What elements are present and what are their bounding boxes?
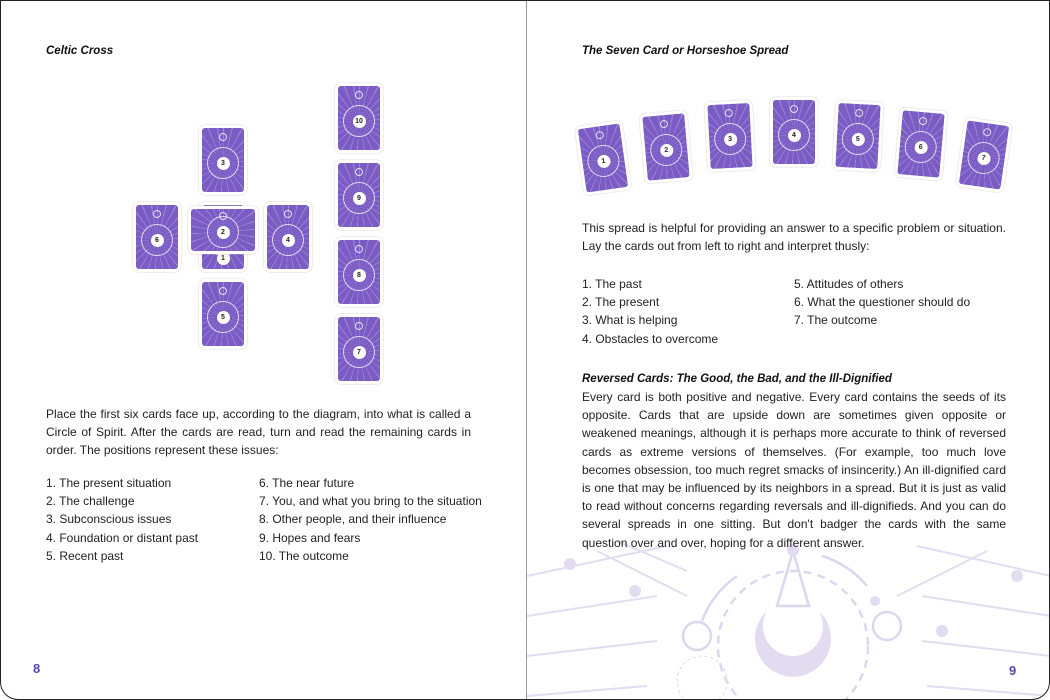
- card-back: [959, 120, 1009, 189]
- card-number: 7: [976, 151, 991, 166]
- subheading-reversed-cards: Reversed Cards: The Good, the Bad, and the Ill-Dignified: [582, 373, 892, 385]
- list-item: 2. The present: [582, 295, 660, 310]
- list-item: 1. The past: [582, 277, 642, 291]
- tarot-card: [188, 206, 258, 254]
- moon-icon: [725, 109, 733, 117]
- celtic-list-col1: [46, 474, 198, 565]
- card-number: 3: [723, 132, 737, 146]
- moon-icon: [355, 322, 363, 330]
- card-back: [338, 240, 380, 304]
- moon-icon: [855, 109, 863, 117]
- card-back: [642, 113, 689, 180]
- moon-icon: [355, 91, 363, 99]
- moon-icon: [660, 120, 669, 129]
- horseshoe-list-col2: [794, 275, 970, 330]
- tarot-card: [704, 100, 756, 172]
- heading-celtic-cross: Celtic Cross: [46, 45, 114, 57]
- card-back: [338, 317, 380, 381]
- tarot-card: [955, 117, 1012, 193]
- tarot-card: [335, 83, 383, 153]
- card-number: 7: [353, 346, 366, 359]
- card-number: 2: [217, 226, 230, 239]
- list-item: 1. The present situation: [46, 476, 172, 490]
- moon-icon: [284, 210, 292, 218]
- list-item: 5. Recent past: [46, 548, 124, 563]
- list-item: 10. The outcome: [259, 548, 349, 563]
- card-back: [707, 103, 752, 169]
- tarot-card: [335, 237, 383, 307]
- card-number: 10: [353, 115, 366, 128]
- moon-icon: [983, 128, 992, 137]
- moon-icon: [219, 133, 227, 141]
- card-back: [191, 209, 255, 251]
- tarot-card: [335, 160, 383, 230]
- moon-icon: [595, 131, 604, 140]
- card-number: 1: [217, 252, 230, 265]
- celtic-paragraph: Place the first six cards face up, according to the diagram, into what is called a Circle of Spirit. After the cards are read, turn and read the remaining cards in order. The positions represent these issues:: [46, 407, 471, 458]
- tarot-card: [335, 314, 383, 384]
- list-item: 2. The challenge: [46, 494, 135, 509]
- card-back: [136, 205, 178, 269]
- moon-icon: [219, 287, 227, 295]
- moon-icon: [355, 245, 363, 253]
- card-back: [202, 128, 244, 192]
- card-number: 5: [217, 311, 230, 324]
- card-back: [897, 110, 944, 177]
- tarot-card: [133, 202, 181, 272]
- card-number: 6: [151, 234, 164, 247]
- horseshoe-paragraph: This spread is helpful for providing an answer to a specific problem or situation. Lay the cards out from left to right and interpret thusly:: [582, 221, 1006, 254]
- page-number: 8: [33, 661, 41, 676]
- card-number: 6: [914, 140, 928, 154]
- card-number: 8: [353, 269, 366, 282]
- tarot-card: [199, 125, 247, 195]
- heading-horseshoe: The Seven Card or Horseshoe Spread: [582, 45, 789, 57]
- moon-icon: [153, 210, 161, 218]
- list-item: 5. Attitudes of others: [794, 277, 904, 291]
- tarot-card: [264, 202, 312, 272]
- card-number: 9: [353, 192, 366, 205]
- card-number: 4: [788, 129, 801, 142]
- tarot-card: [894, 107, 948, 181]
- tarot-card: [199, 279, 247, 349]
- card-back: [202, 282, 244, 346]
- list-item: 4. Foundation or distant past: [46, 530, 199, 545]
- tarot-card: [574, 120, 631, 196]
- list-item: 3. What is helping: [582, 313, 678, 328]
- tarot-card: [639, 110, 693, 184]
- list-item: 7. You, and what you bring to the situation: [259, 494, 482, 509]
- moon-icon: [919, 117, 928, 126]
- card-number: 4: [282, 234, 295, 247]
- list-item: 6. What the questioner should do: [794, 295, 971, 310]
- card-back: [773, 100, 815, 164]
- reversed-cards-paragraph: Every card is both positive and negative. Every card contains the seeds of its opposite. Cards that are upside down are sometimes given opposite or weakened meanings, although it is perhaps more accurate to think of reversed cards as extreme versions of themselves. (For example, too much love becomes obsession, too much regret smacks of insincerity.) An ill-dignified card is one that may be influenced by its neighbors in a spread. But it is just as valid to read without concerns regarding reversals and ill-dignifieds. And you can do several spreads in one sitting. But don't badger the cards with the same question over and over, hoping for a different answer.: [582, 390, 1006, 550]
- list-item: 7. The outcome: [794, 313, 878, 328]
- decorative-moon-illustration: [527, 536, 1050, 700]
- card-back: [835, 103, 880, 169]
- list-item: 8. Other people, and their influence: [259, 512, 447, 527]
- card-number: 2: [659, 143, 673, 157]
- horseshoe-list-col1: [582, 275, 718, 348]
- list-item: 3. Subconscious issues: [46, 512, 172, 527]
- tarot-card: [770, 97, 818, 167]
- page-number: 9: [1009, 663, 1017, 678]
- card-back: [267, 205, 309, 269]
- list-item: 6. The near future: [259, 476, 355, 490]
- card-number: 5: [851, 132, 865, 146]
- left-page: [1, 1, 526, 700]
- moon-icon: [790, 105, 798, 113]
- card-number: 3: [217, 157, 230, 170]
- moon-icon: [355, 168, 363, 176]
- card-back: [578, 123, 628, 192]
- tarot-card: [832, 100, 884, 172]
- celtic-list-col2: [259, 474, 482, 565]
- list-item: 9. Hopes and fears: [259, 530, 361, 545]
- list-item: 4. Obstacles to overcome: [582, 331, 719, 346]
- card-number: 1: [596, 154, 611, 169]
- right-page: [527, 1, 1050, 700]
- card-back: [338, 163, 380, 227]
- card-back: [338, 86, 380, 150]
